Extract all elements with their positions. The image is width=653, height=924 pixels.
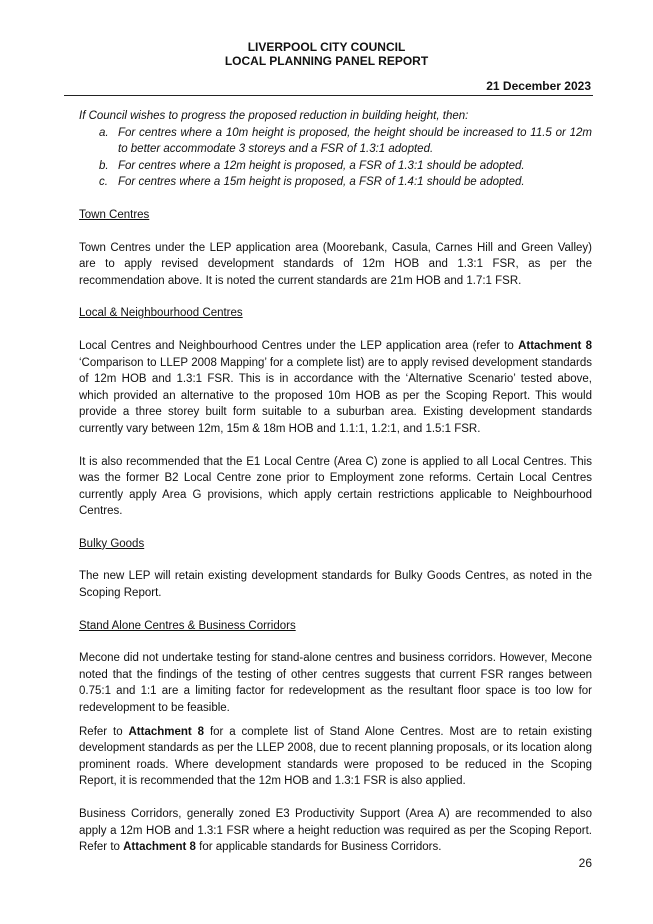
section-heading-town-centres: Town Centres [79, 208, 150, 221]
text-run: ‘Comparison to LLEP 2008 Mapping’ for a complete list) are to apply revised development standards of 12m HOB and 1.3:1 FSR. This is in accordance with the ‘Alternative Scenario’ tested above, which provided an alternative to the proposed 10m HOB as per the Scoping Report. This would provide a three storey built form suitable to a suburban area. Existing development standards currently vary between 12m, 15m & 18m HOB and 1.1:1, 1.2:1, and 1.5:1 FSR. [79, 356, 592, 435]
recommendation-intro: If Council wishes to progress the proposed reduction in building height, then: [79, 110, 469, 122]
text-run: Refer to [79, 725, 129, 738]
list-item-text: For centres where a 10m height is proposed, the height should be increased to 11.5 or 12m to better accommodate 3 storeys and a FSR of 1.3:1 adopted. [118, 126, 592, 156]
section-heading-stand-alone: Stand Alone Centres & Business Corridors [79, 619, 296, 632]
list-item [79, 174, 592, 191]
list-marker: b. [99, 159, 109, 172]
business-corridors-paragraph [79, 806, 592, 856]
list-marker: c. [99, 176, 108, 189]
report-body [79, 108, 592, 872]
list-item-text: For centres where a 15m height is proposed, a FSR of 1.4:1 should be adopted. [118, 176, 525, 189]
attachment-reference: Attachment 8 [123, 841, 196, 854]
bulky-goods-paragraph: The new LEP will retain existing development standards for Bulky Goods Centres, as noted in the Scoping Report. [79, 570, 592, 600]
page-number: 26 [578, 856, 592, 870]
town-centres-paragraph: Town Centres under the LEP application area (Moorebank, Casula, Carnes Hill and Green Valley) are to apply revised development standards of 12m HOB and 1.3:1 FSR, as per the recommendation above. It is noted the current standards are 21m HOB and 1.7:1 FSR. [79, 241, 592, 287]
report-title: LOCAL PLANNING PANEL REPORT [224, 54, 429, 68]
list-item-text: For centres where a 12m height is proposed, a FSR of 1.3:1 should be adopted. [118, 159, 525, 172]
text-run: Local Centres and Neighbourhood Centres under the LEP application area (refer to [79, 339, 519, 352]
local-centres-paragraph-2: It is also recommended that the E1 Local Centre (Area C) zone is applied to all Local Centres. This was the former B2 Local Centre zone prior to Employment zone reforms. Certain Local Centres currently apply Area G provisions, which apply certain restrictions applicable to Neighbourhood Centres. [79, 455, 592, 518]
local-centres-paragraph-1 [79, 338, 592, 438]
text-run: Business Corridors, generally zoned E3 Productivity Support (Area A) are recommended to also apply a 12m HOB and 1.3:1 FSR where a height reduction was required as per the Scoping Report. Refer to [79, 808, 592, 854]
recommendation-list [79, 125, 592, 191]
list-item [79, 125, 592, 158]
text-run: for applicable standards for Business Corridors. [195, 841, 442, 854]
attachment-reference: Attachment 8 [518, 339, 592, 352]
stand-alone-paragraph-1: Mecone did not undertake testing for stand-alone centres and business corridors. However, Mecone noted that the findings of the testing of other centres suggests that current FSR ranges between 0.75:1 and 1:1 are a limiting factor for redevelopment as the resultant floor space is too low for redevelopment to be feasible. [79, 652, 592, 715]
report-date: 21 December 2023 [486, 79, 591, 93]
text-run: for a complete list of Stand Alone Centres. Most are to retain existing development standards as per the LLEP 2008, due to recent planning proposals, or its location along prominent roads. Where development standards were proposed to be reduced in the Scoping Report, it is recommended that the 12m HOB and 1.3:1 FSR is also applied. [79, 725, 592, 788]
section-heading-bulky-goods: Bulky Goods [79, 537, 145, 550]
list-marker: a. [99, 126, 109, 139]
header-divider [64, 95, 593, 96]
section-heading-local-centres: Local & Neighbourhood Centres [79, 307, 243, 320]
list-item [79, 158, 592, 175]
stand-alone-paragraph-2 [79, 724, 592, 790]
council-name: LIVERPOOL CITY COUNCIL [247, 40, 406, 54]
attachment-reference: Attachment 8 [128, 725, 205, 738]
